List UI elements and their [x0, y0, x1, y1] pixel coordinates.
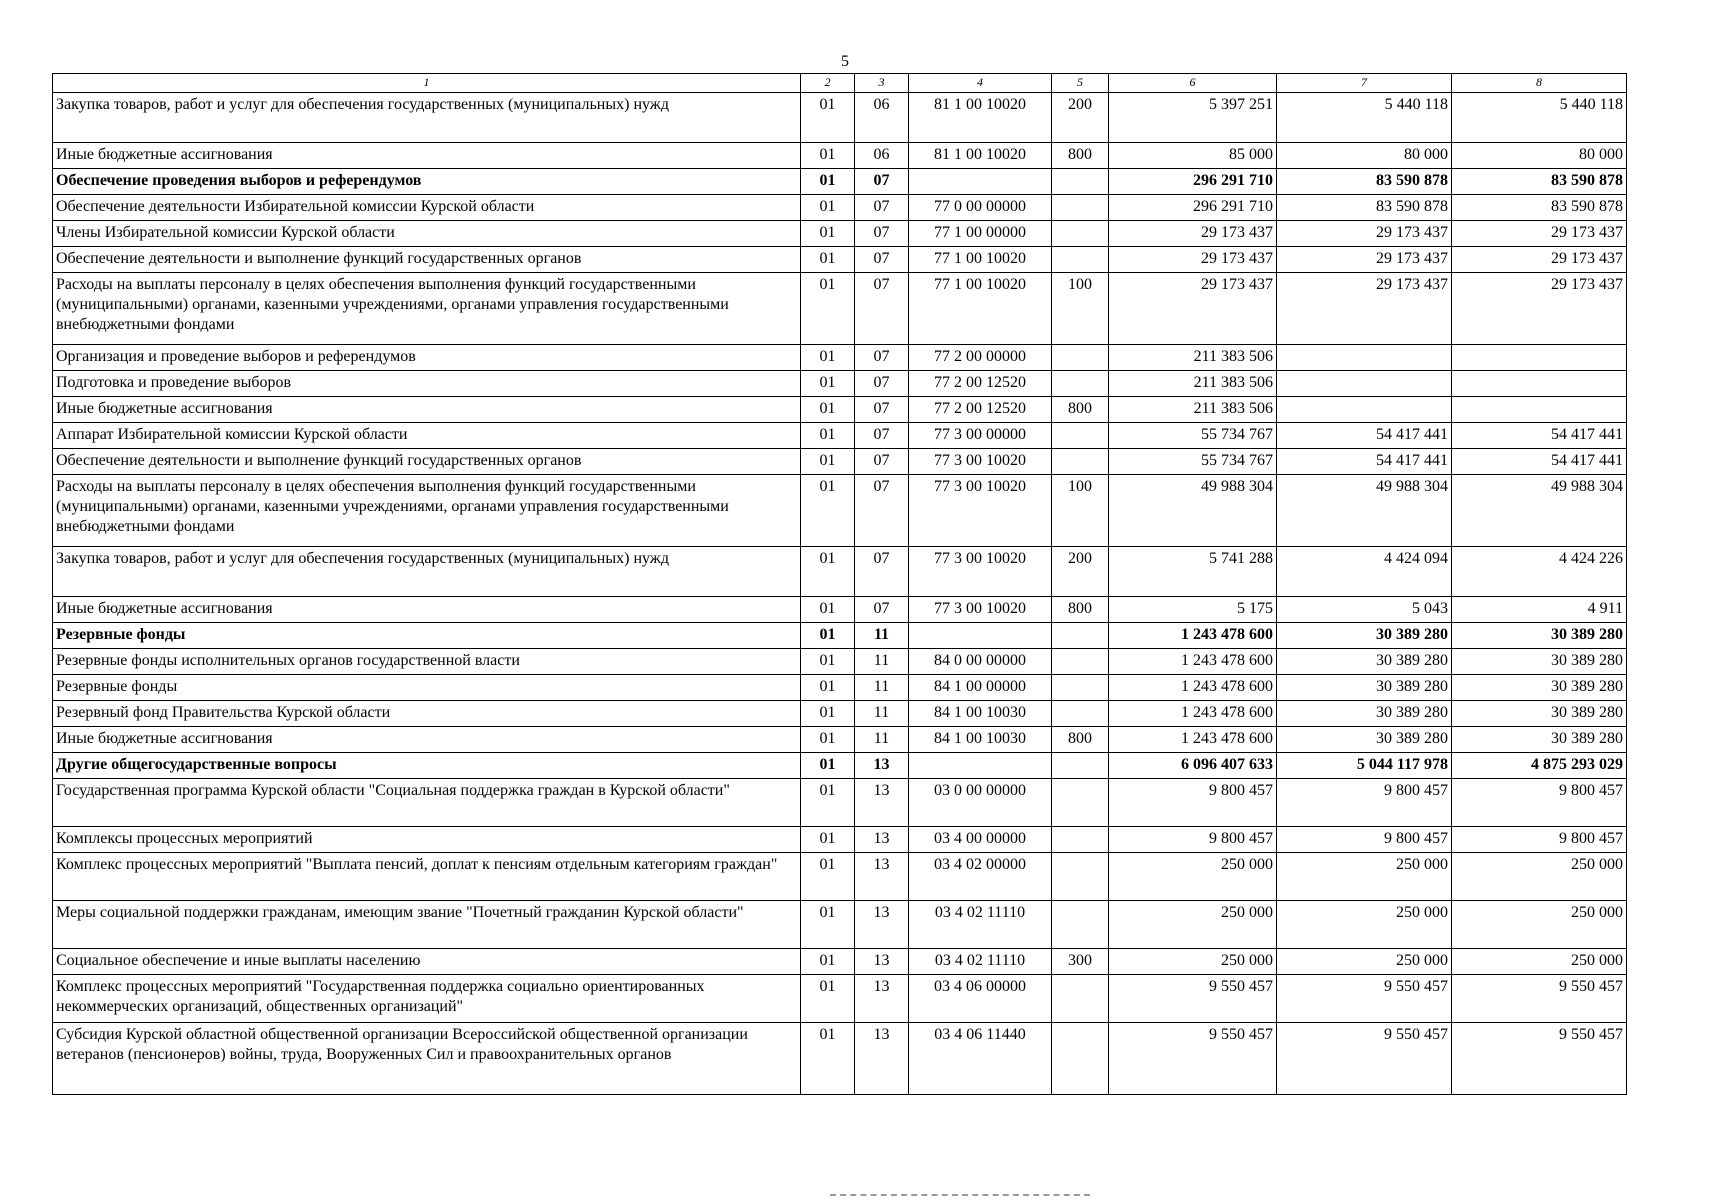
amount-year2-cell: 54 417 441	[1277, 423, 1452, 449]
table-row	[53, 345, 1627, 371]
subsection-code-cell: 13	[855, 753, 909, 779]
target-article-cell	[909, 169, 1052, 195]
amount-year3-cell: 30 389 280	[1452, 727, 1627, 753]
section-code-cell: 01	[801, 273, 855, 345]
amount-year3-cell	[1452, 397, 1627, 423]
expense-type-cell: 100	[1052, 475, 1109, 547]
expense-type-cell	[1052, 675, 1109, 701]
amount-year1-cell: 55 734 767	[1109, 449, 1277, 475]
expense-type-cell	[1052, 649, 1109, 675]
target-article-cell: 84 0 00 00000	[909, 649, 1052, 675]
expense-type-cell	[1052, 701, 1109, 727]
expense-type-cell	[1052, 345, 1109, 371]
expense-type-cell	[1052, 753, 1109, 779]
expense-name-cell: Иные бюджетные ассигнования	[53, 597, 801, 623]
amount-year2-cell: 5 440 118	[1277, 93, 1452, 143]
amount-year1-cell: 29 173 437	[1109, 221, 1277, 247]
table-row	[53, 371, 1627, 397]
amount-year2-cell: 29 173 437	[1277, 273, 1452, 345]
subsection-code-cell: 13	[855, 853, 909, 901]
section-code-cell: 01	[801, 675, 855, 701]
amount-year3-cell: 250 000	[1452, 949, 1627, 975]
amount-year3-cell: 54 417 441	[1452, 449, 1627, 475]
section-code-cell: 01	[801, 397, 855, 423]
section-code-cell: 01	[801, 623, 855, 649]
amount-year1-cell: 9 800 457	[1109, 827, 1277, 853]
section-code-cell: 01	[801, 169, 855, 195]
subsection-code-cell: 13	[855, 975, 909, 1023]
table-row	[53, 901, 1627, 949]
amount-year3-cell: 5 440 118	[1452, 93, 1627, 143]
amount-year2-cell: 49 988 304	[1277, 475, 1452, 547]
expense-name-cell: Закупка товаров, работ и услуг для обеспечения государственных (муниципальных) нужд	[53, 93, 801, 143]
expense-name-cell: Иные бюджетные ассигнования	[53, 727, 801, 753]
amount-year1-cell: 55 734 767	[1109, 423, 1277, 449]
amount-year3-cell: 30 389 280	[1452, 623, 1627, 649]
amount-year2-cell: 80 000	[1277, 143, 1452, 169]
expense-type-cell	[1052, 623, 1109, 649]
expense-name-cell: Социальное обеспечение и иные выплаты населению	[53, 949, 801, 975]
column-header: 8	[1452, 74, 1627, 93]
amount-year1-cell: 250 000	[1109, 853, 1277, 901]
amount-year1-cell: 296 291 710	[1109, 169, 1277, 195]
section-code-cell: 01	[801, 597, 855, 623]
column-header: 6	[1109, 74, 1277, 93]
expense-name-cell: Комплексы процессных мероприятий	[53, 827, 801, 853]
amount-year1-cell: 5 741 288	[1109, 547, 1277, 597]
amount-year3-cell: 29 173 437	[1452, 221, 1627, 247]
target-article-cell: 77 3 00 10020	[909, 475, 1052, 547]
target-article-cell: 77 3 00 10020	[909, 449, 1052, 475]
subsection-code-cell: 07	[855, 169, 909, 195]
amount-year3-cell: 83 590 878	[1452, 195, 1627, 221]
expense-name-cell: Подготовка и проведение выборов	[53, 371, 801, 397]
amount-year1-cell: 5 397 251	[1109, 93, 1277, 143]
expense-name-cell: Члены Избирательной комиссии Курской области	[53, 221, 801, 247]
target-article-cell: 77 3 00 10020	[909, 547, 1052, 597]
amount-year1-cell: 296 291 710	[1109, 195, 1277, 221]
expense-type-cell	[1052, 221, 1109, 247]
amount-year1-cell: 250 000	[1109, 949, 1277, 975]
subsection-code-cell: 07	[855, 371, 909, 397]
expense-name-cell: Иные бюджетные ассигнования	[53, 397, 801, 423]
amount-year2-cell: 83 590 878	[1277, 195, 1452, 221]
subsection-code-cell: 06	[855, 143, 909, 169]
expense-name-cell: Другие общегосударственные вопросы	[53, 753, 801, 779]
expense-type-cell	[1052, 169, 1109, 195]
amount-year1-cell: 6 096 407 633	[1109, 753, 1277, 779]
amount-year2-cell: 5 044 117 978	[1277, 753, 1452, 779]
amount-year3-cell: 30 389 280	[1452, 701, 1627, 727]
amount-year2-cell: 250 000	[1277, 901, 1452, 949]
expense-type-cell	[1052, 423, 1109, 449]
section-code-cell: 01	[801, 221, 855, 247]
subsection-code-cell: 13	[855, 1023, 909, 1095]
column-header: 7	[1277, 74, 1452, 93]
amount-year3-cell: 29 173 437	[1452, 273, 1627, 345]
expense-name-cell: Организация и проведение выборов и референдумов	[53, 345, 801, 371]
amount-year3-cell: 9 800 457	[1452, 779, 1627, 827]
table-row	[53, 949, 1627, 975]
scan-artifact-line	[830, 1194, 1090, 1196]
amount-year3-cell	[1452, 371, 1627, 397]
table-row	[53, 449, 1627, 475]
amount-year3-cell: 250 000	[1452, 901, 1627, 949]
expense-name-cell: Резервные фонды	[53, 675, 801, 701]
expense-name-cell: Резервные фонды	[53, 623, 801, 649]
target-article-cell: 77 2 00 00000	[909, 345, 1052, 371]
expense-name-cell: Закупка товаров, работ и услуг для обеспечения государственных (муниципальных) нужд	[53, 547, 801, 597]
table-row	[53, 727, 1627, 753]
amount-year1-cell: 9 800 457	[1109, 779, 1277, 827]
amount-year3-cell: 4 911	[1452, 597, 1627, 623]
table-row	[53, 475, 1627, 547]
expense-type-cell: 100	[1052, 273, 1109, 345]
amount-year2-cell: 250 000	[1277, 949, 1452, 975]
section-code-cell: 01	[801, 449, 855, 475]
subsection-code-cell: 11	[855, 675, 909, 701]
subsection-code-cell: 07	[855, 397, 909, 423]
target-article-cell: 77 3 00 10020	[909, 597, 1052, 623]
amount-year2-cell: 30 389 280	[1277, 623, 1452, 649]
subsection-code-cell: 13	[855, 779, 909, 827]
amount-year2-cell	[1277, 397, 1452, 423]
table-row	[53, 675, 1627, 701]
section-code-cell: 01	[801, 649, 855, 675]
table-row	[53, 597, 1627, 623]
expense-name-cell: Иные бюджетные ассигнования	[53, 143, 801, 169]
subsection-code-cell: 07	[855, 247, 909, 273]
amount-year3-cell	[1452, 345, 1627, 371]
section-code-cell: 01	[801, 423, 855, 449]
section-code-cell: 01	[801, 727, 855, 753]
amount-year1-cell: 85 000	[1109, 143, 1277, 169]
expense-type-cell: 800	[1052, 727, 1109, 753]
expense-name-cell: Комплекс процессных мероприятий "Государственная поддержка социально ориентированных некоммерческих организаций, общественных организаций"	[53, 975, 801, 1023]
section-code-cell: 01	[801, 371, 855, 397]
table-row	[53, 423, 1627, 449]
amount-year2-cell: 54 417 441	[1277, 449, 1452, 475]
section-code-cell: 01	[801, 901, 855, 949]
expense-type-cell	[1052, 853, 1109, 901]
amount-year3-cell: 30 389 280	[1452, 675, 1627, 701]
amount-year2-cell: 29 173 437	[1277, 247, 1452, 273]
section-code-cell: 01	[801, 1023, 855, 1095]
amount-year1-cell: 211 383 506	[1109, 397, 1277, 423]
subsection-code-cell: 07	[855, 273, 909, 345]
target-article-cell: 81 1 00 10020	[909, 93, 1052, 143]
amount-year3-cell: 80 000	[1452, 143, 1627, 169]
expense-type-cell	[1052, 371, 1109, 397]
amount-year2-cell	[1277, 345, 1452, 371]
amount-year2-cell: 83 590 878	[1277, 169, 1452, 195]
amount-year1-cell: 9 550 457	[1109, 1023, 1277, 1095]
expense-name-cell: Обеспечение деятельности Избирательной комиссии Курской области	[53, 195, 801, 221]
amount-year3-cell: 83 590 878	[1452, 169, 1627, 195]
amount-year2-cell	[1277, 371, 1452, 397]
amount-year1-cell: 49 988 304	[1109, 475, 1277, 547]
expense-name-cell: Резервные фонды исполнительных органов государственной власти	[53, 649, 801, 675]
amount-year1-cell: 5 175	[1109, 597, 1277, 623]
table-row	[53, 547, 1627, 597]
target-article-cell: 03 4 06 11440	[909, 1023, 1052, 1095]
expense-type-cell	[1052, 901, 1109, 949]
expense-type-cell: 300	[1052, 949, 1109, 975]
expense-type-cell	[1052, 449, 1109, 475]
expense-name-cell: Расходы на выплаты персоналу в целях обеспечения выполнения функций государственными (муниципальными) органами, казенными учреждениями, органами управления государственными внебюджетными фондами	[53, 475, 801, 547]
subsection-code-cell: 13	[855, 949, 909, 975]
section-code-cell: 01	[801, 949, 855, 975]
amount-year1-cell: 29 173 437	[1109, 247, 1277, 273]
target-article-cell: 03 0 00 00000	[909, 779, 1052, 827]
section-code-cell: 01	[801, 143, 855, 169]
amount-year3-cell: 29 173 437	[1452, 247, 1627, 273]
amount-year3-cell: 9 800 457	[1452, 827, 1627, 853]
expense-type-cell: 200	[1052, 93, 1109, 143]
amount-year1-cell: 250 000	[1109, 901, 1277, 949]
subsection-code-cell: 07	[855, 449, 909, 475]
section-code-cell: 01	[801, 547, 855, 597]
section-code-cell: 01	[801, 827, 855, 853]
amount-year2-cell: 250 000	[1277, 853, 1452, 901]
expense-type-cell	[1052, 247, 1109, 273]
amount-year2-cell: 30 389 280	[1277, 675, 1452, 701]
table-row	[53, 649, 1627, 675]
amount-year3-cell: 250 000	[1452, 853, 1627, 901]
target-article-cell: 77 1 00 10020	[909, 247, 1052, 273]
table-row	[53, 701, 1627, 727]
amount-year2-cell: 4 424 094	[1277, 547, 1452, 597]
target-article-cell: 77 2 00 12520	[909, 371, 1052, 397]
table-row	[53, 853, 1627, 901]
subsection-code-cell: 07	[855, 345, 909, 371]
table-row	[53, 195, 1627, 221]
subsection-code-cell: 13	[855, 901, 909, 949]
amount-year1-cell: 1 243 478 600	[1109, 727, 1277, 753]
table-row	[53, 1023, 1627, 1095]
target-article-cell: 77 0 00 00000	[909, 195, 1052, 221]
table-row	[53, 169, 1627, 195]
table-row	[53, 827, 1627, 853]
expense-name-cell: Обеспечение деятельности и выполнение функций государственных органов	[53, 247, 801, 273]
target-article-cell: 77 1 00 10020	[909, 273, 1052, 345]
amount-year2-cell: 9 550 457	[1277, 1023, 1452, 1095]
target-article-cell: 03 4 02 00000	[909, 853, 1052, 901]
section-code-cell: 01	[801, 195, 855, 221]
expense-name-cell: Обеспечение проведения выборов и референдумов	[53, 169, 801, 195]
table-row	[53, 273, 1627, 345]
subsection-code-cell: 07	[855, 195, 909, 221]
column-header: 5	[1052, 74, 1109, 93]
target-article-cell	[909, 753, 1052, 779]
expense-type-cell: 800	[1052, 397, 1109, 423]
subsection-code-cell: 11	[855, 649, 909, 675]
budget-table	[52, 73, 1627, 1095]
table-row	[53, 397, 1627, 423]
subsection-code-cell: 07	[855, 475, 909, 547]
amount-year2-cell: 9 550 457	[1277, 975, 1452, 1023]
expense-name-cell: Субсидия Курской областной общественной организации Всероссийской общественной организации ветеранов (пенсионеров) войны, труда, Вооруженных Сил и правоохранительных органов	[53, 1023, 801, 1095]
table-row	[53, 247, 1627, 273]
expense-type-cell: 200	[1052, 547, 1109, 597]
subsection-code-cell: 07	[855, 423, 909, 449]
subsection-code-cell: 11	[855, 701, 909, 727]
subsection-code-cell: 11	[855, 623, 909, 649]
column-header: 3	[855, 74, 909, 93]
column-number-row	[53, 74, 1627, 93]
section-code-cell: 01	[801, 753, 855, 779]
table-row	[53, 221, 1627, 247]
section-code-cell: 01	[801, 701, 855, 727]
page-number: 5	[841, 53, 849, 70]
column-header: 4	[909, 74, 1052, 93]
subsection-code-cell: 07	[855, 597, 909, 623]
target-article-cell: 03 4 02 11110	[909, 901, 1052, 949]
expense-type-cell	[1052, 1023, 1109, 1095]
target-article-cell: 77 2 00 12520	[909, 397, 1052, 423]
expense-name-cell: Меры социальной поддержки гражданам, имеющим звание "Почетный гражданин Курской области"	[53, 901, 801, 949]
subsection-code-cell: 07	[855, 547, 909, 597]
amount-year1-cell: 1 243 478 600	[1109, 623, 1277, 649]
expense-type-cell	[1052, 827, 1109, 853]
amount-year1-cell: 1 243 478 600	[1109, 649, 1277, 675]
amount-year1-cell: 9 550 457	[1109, 975, 1277, 1023]
expense-type-cell: 800	[1052, 143, 1109, 169]
target-article-cell: 03 4 06 00000	[909, 975, 1052, 1023]
amount-year1-cell: 1 243 478 600	[1109, 675, 1277, 701]
amount-year2-cell: 30 389 280	[1277, 701, 1452, 727]
amount-year2-cell: 30 389 280	[1277, 649, 1452, 675]
target-article-cell: 84 1 00 10030	[909, 727, 1052, 753]
target-article-cell: 81 1 00 10020	[909, 143, 1052, 169]
target-article-cell	[909, 623, 1052, 649]
section-code-cell: 01	[801, 247, 855, 273]
expense-name-cell: Резервный фонд Правительства Курской области	[53, 701, 801, 727]
subsection-code-cell: 07	[855, 221, 909, 247]
target-article-cell: 77 3 00 00000	[909, 423, 1052, 449]
amount-year2-cell: 9 800 457	[1277, 779, 1452, 827]
target-article-cell: 84 1 00 10030	[909, 701, 1052, 727]
subsection-code-cell: 06	[855, 93, 909, 143]
target-article-cell: 03 4 00 00000	[909, 827, 1052, 853]
expense-name-cell: Аппарат Избирательной комиссии Курской области	[53, 423, 801, 449]
amount-year3-cell: 54 417 441	[1452, 423, 1627, 449]
table-row	[53, 779, 1627, 827]
amount-year2-cell: 30 389 280	[1277, 727, 1452, 753]
amount-year2-cell: 5 043	[1277, 597, 1452, 623]
expense-type-cell	[1052, 975, 1109, 1023]
table-row	[53, 753, 1627, 779]
amount-year3-cell: 30 389 280	[1452, 649, 1627, 675]
target-article-cell: 84 1 00 00000	[909, 675, 1052, 701]
amount-year1-cell: 1 243 478 600	[1109, 701, 1277, 727]
amount-year1-cell: 29 173 437	[1109, 273, 1277, 345]
table-row	[53, 623, 1627, 649]
section-code-cell: 01	[801, 93, 855, 143]
amount-year3-cell: 4 875 293 029	[1452, 753, 1627, 779]
target-article-cell: 03 4 02 11110	[909, 949, 1052, 975]
section-code-cell: 01	[801, 975, 855, 1023]
subsection-code-cell: 13	[855, 827, 909, 853]
table-row	[53, 93, 1627, 143]
amount-year3-cell: 49 988 304	[1452, 475, 1627, 547]
expense-name-cell: Государственная программа Курской области "Социальная поддержка граждан в Курской области"	[53, 779, 801, 827]
section-code-cell: 01	[801, 853, 855, 901]
amount-year3-cell: 9 550 457	[1452, 975, 1627, 1023]
amount-year1-cell: 211 383 506	[1109, 345, 1277, 371]
amount-year2-cell: 9 800 457	[1277, 827, 1452, 853]
column-header: 1	[53, 74, 801, 93]
amount-year3-cell: 9 550 457	[1452, 1023, 1627, 1095]
expense-type-cell: 800	[1052, 597, 1109, 623]
section-code-cell: 01	[801, 779, 855, 827]
column-header: 2	[801, 74, 855, 93]
table-row	[53, 975, 1627, 1023]
table-row	[53, 143, 1627, 169]
section-code-cell: 01	[801, 475, 855, 547]
expense-name-cell: Расходы на выплаты персоналу в целях обеспечения выполнения функций государственными (муниципальными) органами, казенными учреждениями, органами управления государственными внебюджетными фондами	[53, 273, 801, 345]
amount-year1-cell: 211 383 506	[1109, 371, 1277, 397]
expense-name-cell: Комплекс процессных мероприятий "Выплата пенсий, доплат к пенсиям отдельным категориям граждан"	[53, 853, 801, 901]
amount-year3-cell: 4 424 226	[1452, 547, 1627, 597]
section-code-cell: 01	[801, 345, 855, 371]
expense-name-cell: Обеспечение деятельности и выполнение функций государственных органов	[53, 449, 801, 475]
subsection-code-cell: 11	[855, 727, 909, 753]
target-article-cell: 77 1 00 00000	[909, 221, 1052, 247]
expense-type-cell	[1052, 779, 1109, 827]
expense-type-cell	[1052, 195, 1109, 221]
amount-year2-cell: 29 173 437	[1277, 221, 1452, 247]
